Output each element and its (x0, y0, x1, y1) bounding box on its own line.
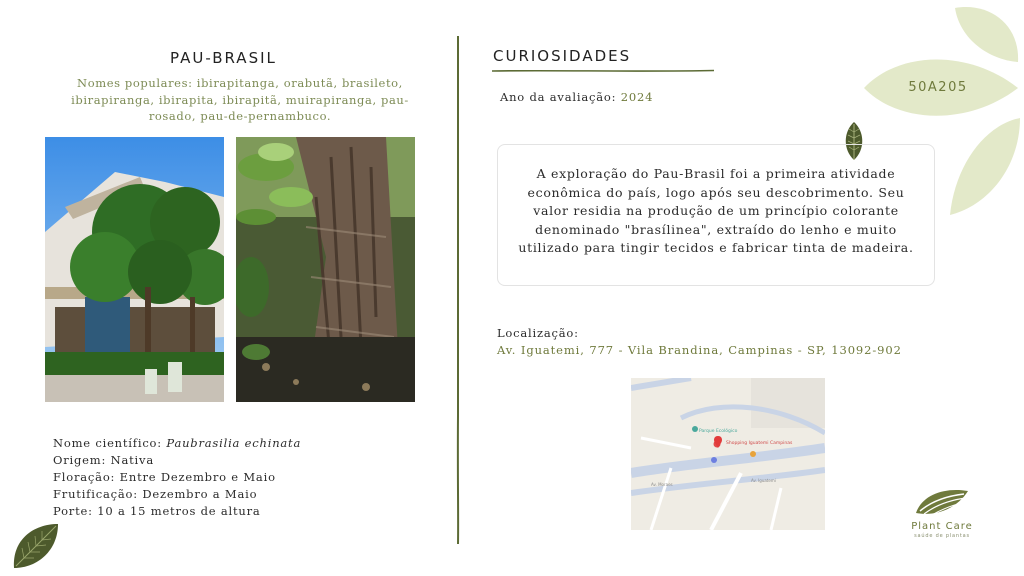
frutificacao-row: Frutificação: Dezembro a Maio (53, 487, 258, 501)
evaluation-year (500, 90, 653, 104)
map-label-shopping: Shopping Iguatemi Campinas (726, 441, 793, 446)
leaf-decoration-bottom-left (8, 520, 62, 572)
plant-code: 50A205 (908, 80, 968, 95)
location-map[interactable] (631, 378, 825, 530)
brand-name: Plant Care (911, 521, 973, 532)
plant-care-logo-icon (914, 487, 970, 519)
floracao-row: Floração: Entre Dezembro e Maio (53, 470, 276, 484)
curiosidades-title: CURIOSIDADES (493, 47, 632, 65)
plant-title: PAU-BRASIL (170, 49, 277, 67)
location-address[interactable]: Av. Iguatemi, 777 - Vila Brandina, Campinas - SP, 13092-902 (497, 343, 902, 357)
location-label: Localização: (497, 326, 579, 340)
popular-names: Nomes populares: ibirapitanga, orabutã, brasileto, ibirapiranga, ibirapita, ibirapitã, muirapiranga, pau-rosado, pau-de-pernambuco. (71, 76, 409, 123)
origem-row: Origem: Nativa (53, 453, 154, 467)
curiosidades-underline (492, 69, 714, 73)
plant-info (53, 435, 301, 520)
column-divider (456, 36, 460, 544)
map-label-park: Parque Ecológico (699, 429, 738, 434)
map-label-av-moraes: Av. Moraes (651, 482, 673, 487)
scientific-name-label: Nome científico: (53, 436, 167, 450)
tree-trunk-photo (236, 137, 415, 402)
tree-building-photo (45, 137, 224, 402)
scientific-name-row (53, 435, 301, 452)
porte-row: Porte: 10 a 15 metros de altura (53, 504, 261, 518)
map-label-av-iguatemi: Av. Iguatemi (751, 478, 776, 483)
evaluation-year-value: 2024 (620, 90, 654, 104)
curiosity-card: A exploração do Pau-Brasil foi a primeira atividade econômica do país, logo após seu descobrimento. Seu valor residia na produção de um princípio colorante denominado "brasílinea", extraído do lenho e muito utilizado para tingir tecidos e fabricar tinta de madeira. (497, 144, 935, 286)
brand-subtitle: saúde de plantas (914, 533, 970, 539)
scientific-name-value: Paubrasilia echinata (166, 436, 302, 450)
evaluation-year-label: Ano da avaliação: (500, 90, 621, 104)
